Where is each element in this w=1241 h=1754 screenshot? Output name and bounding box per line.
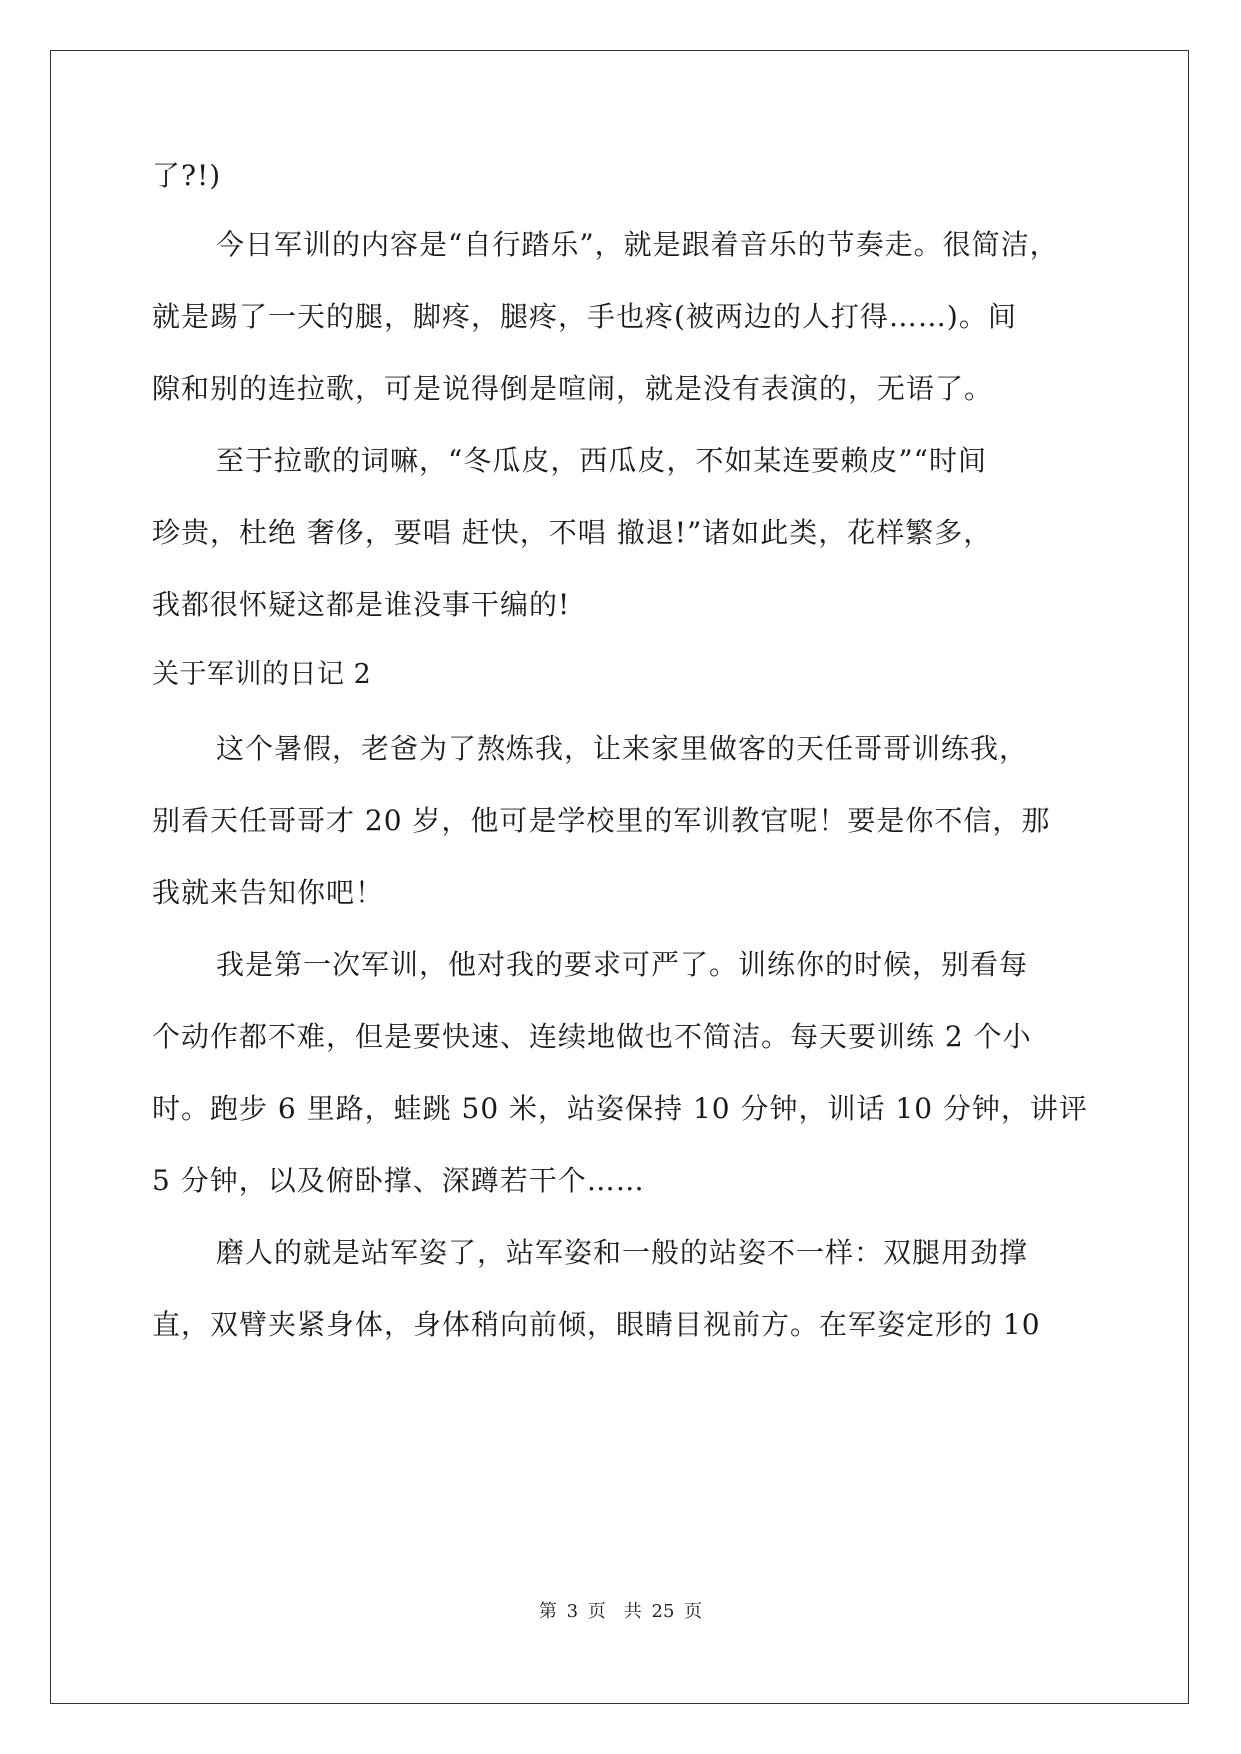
section-heading: 关于军训的日记 2: [152, 659, 372, 690]
text-line: 5 分钟，以及俯卧撑、深蹲若干个……: [152, 1164, 645, 1197]
paragraph-first-line: 今日军训的内容是“自行踏乐”，就是跟着音乐的节奏走。很简洁，: [216, 228, 1059, 261]
text-line: 我都很怀疑这都是谁没事干编的!: [152, 588, 571, 621]
paragraph-first-line: 我是第一次军训，他对我的要求可严了。训练你的时候，别看每: [216, 948, 1029, 981]
text-line: 个动作都不难，但是要快速、连续地做也不简洁。每天要训练 2 个小: [152, 1020, 1032, 1053]
page-number: 第 3 页 共 25 页: [538, 1601, 703, 1622]
paragraph-first-line: 这个暑假，老爸为了熬炼我，让来家里做客的天任哥哥训练我，: [216, 732, 1029, 765]
paragraph-first-line: 磨人的就是站军姿了，站军姿和一般的站姿不一样：双腿用劲撑: [216, 1236, 1029, 1269]
text-line: 隙和别的连拉歌，可是说得倒是喧闹，就是没有表演的，无语了。: [152, 372, 994, 405]
text-line: 了?!): [152, 159, 222, 192]
text-line: 我就来告知你吧！: [152, 876, 385, 909]
text-line: 直，双臂夹紧身体，身体稍向前倾，眼睛目视前方。在军姿定形的 10: [152, 1308, 1041, 1341]
paragraph-first-line: 至于拉歌的词嘛，“冬瓜皮，西瓜皮，不如某连要赖皮”“时间: [216, 444, 987, 477]
text-line: 时。跑步 6 里路，蛙跳 50 米，站姿保持 10 分钟，训话 10 分钟，讲评: [152, 1092, 1088, 1125]
text-line: 就是踢了一天的腿，脚疼，腿疼，手也疼(被两边的人打得……)。间: [152, 300, 1017, 333]
text-line: 别看天任哥哥才 20 岁，他可是学校里的军训教官呢！要是你不信，那: [152, 804, 1051, 837]
text-line: 珍贵，杜绝 奢侈，要唱 赶快，不唱 撤退!”诸如此类，花样繁多，: [152, 516, 993, 549]
